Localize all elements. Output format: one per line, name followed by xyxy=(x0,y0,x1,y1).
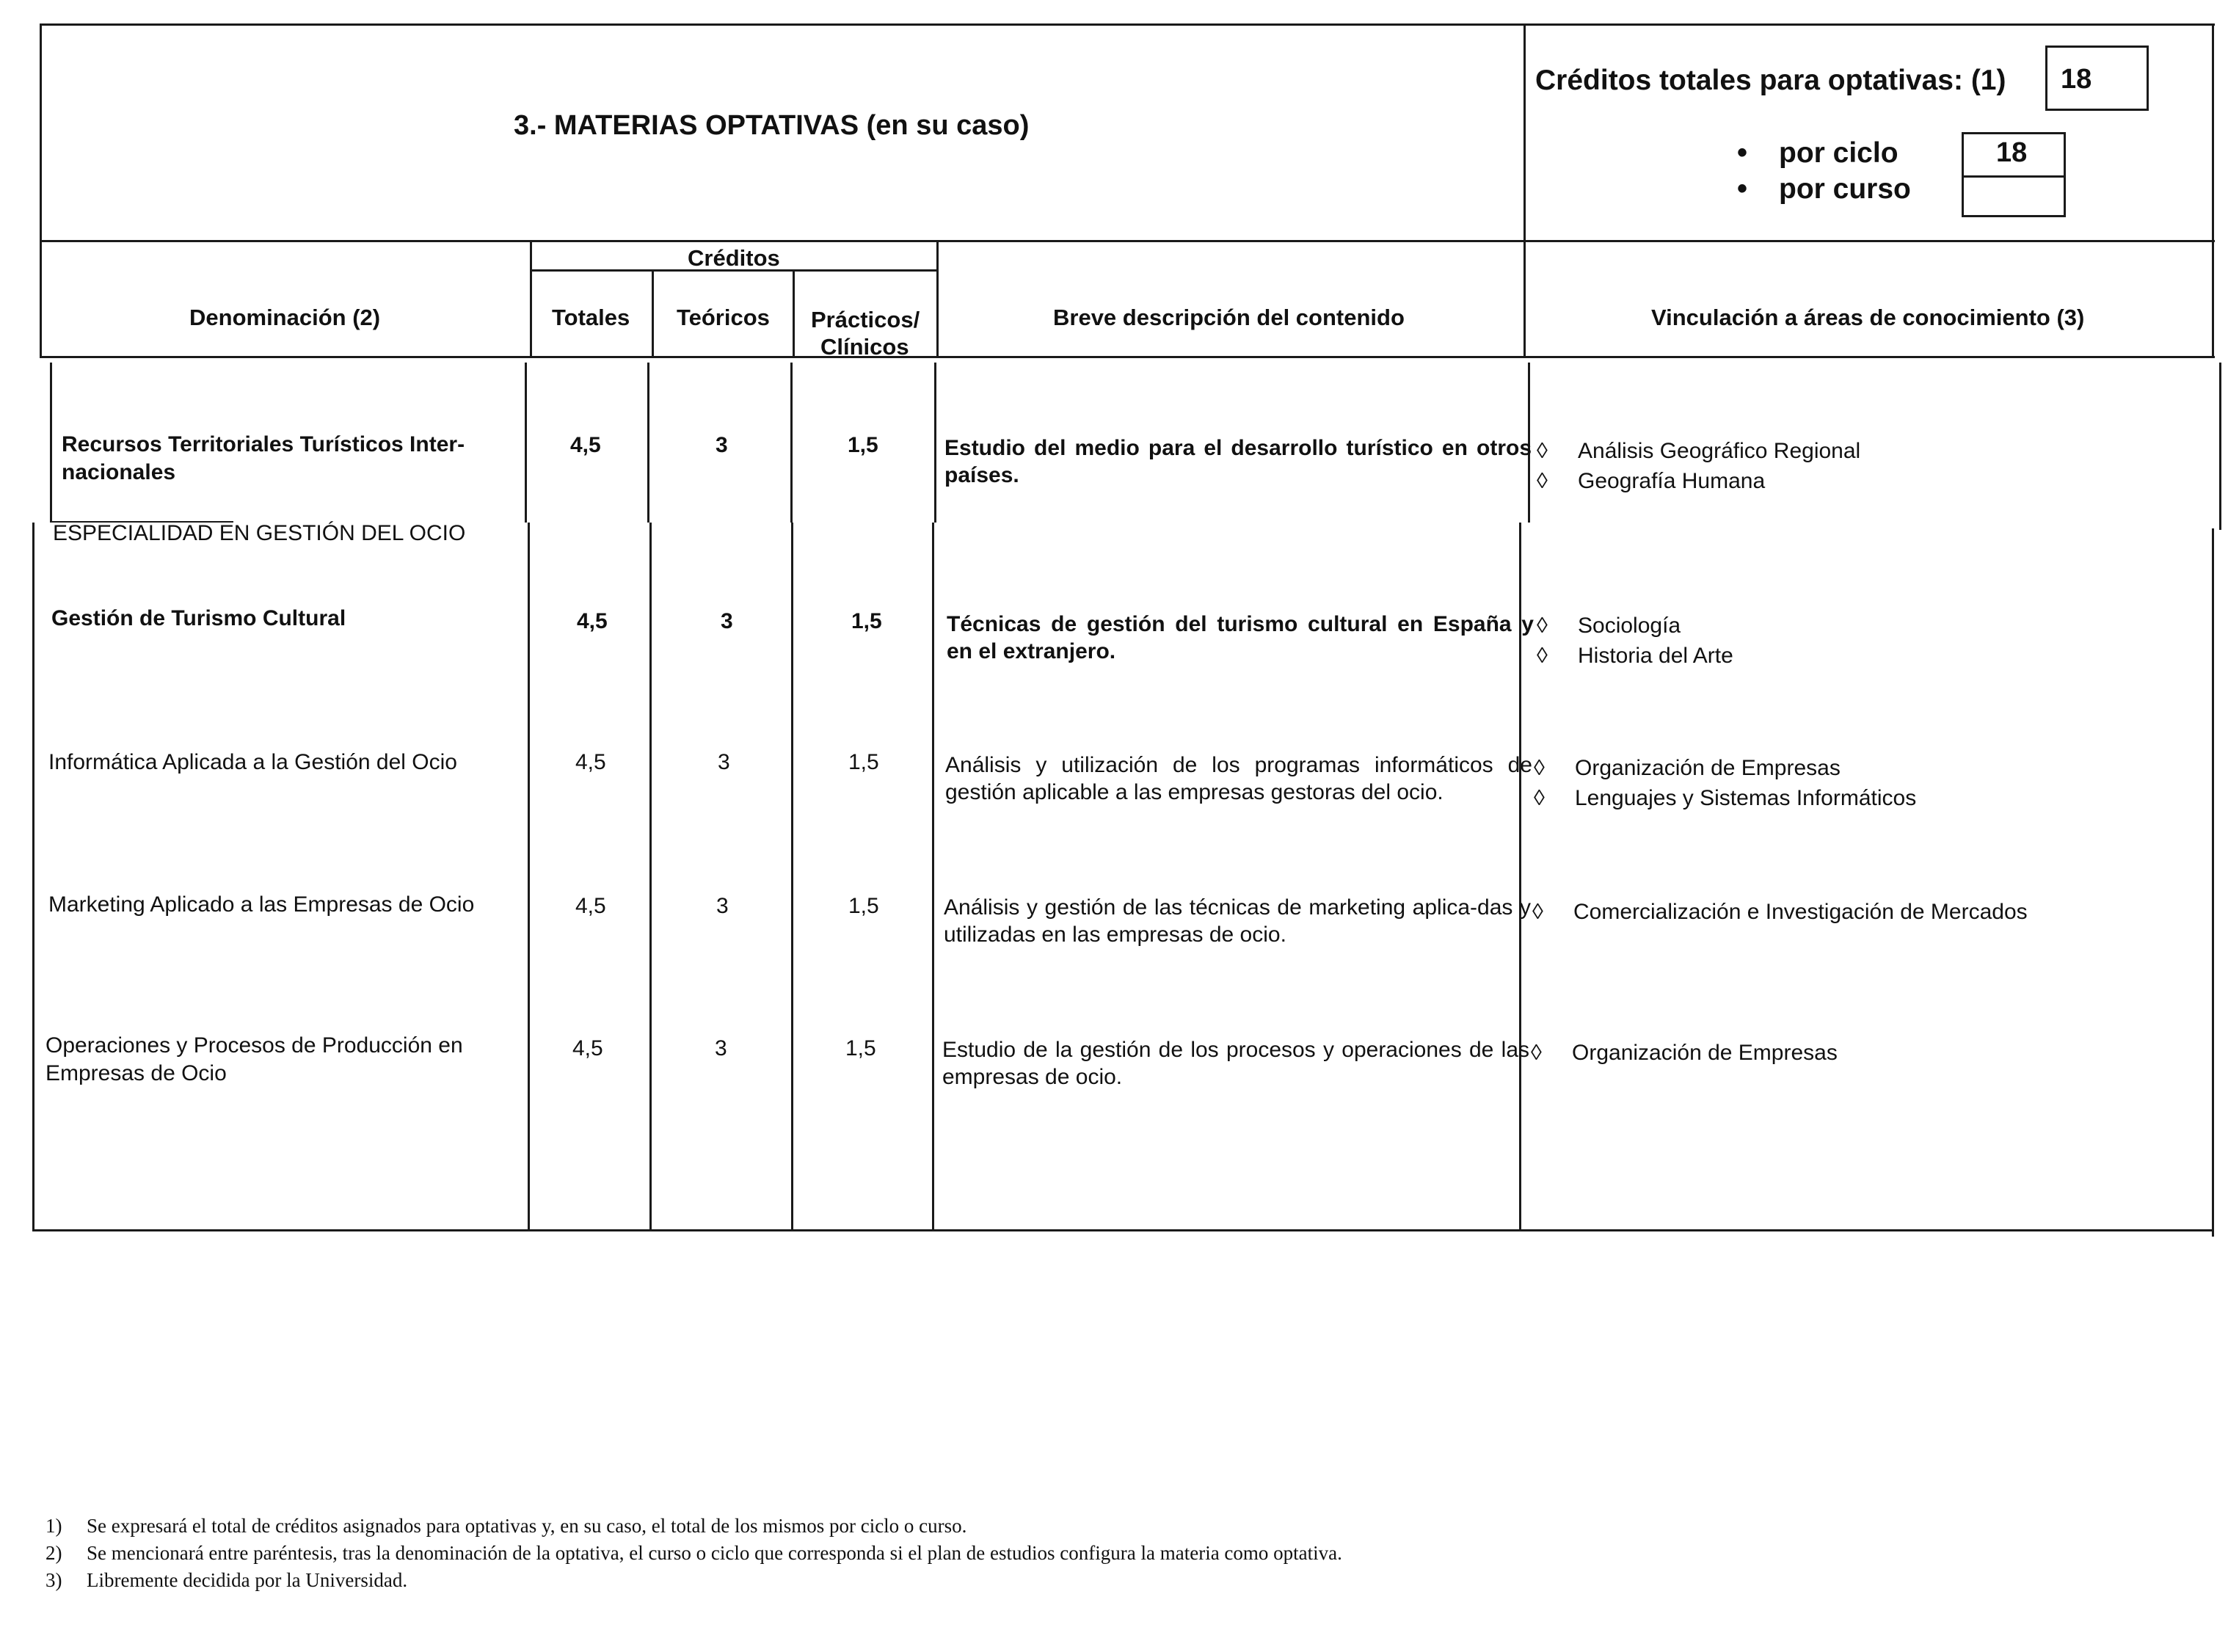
row4-teoricos: 3 xyxy=(716,894,729,918)
row1-col-line xyxy=(525,363,527,523)
row2-name: Gestión de Turismo Cultural xyxy=(51,606,346,630)
bullet-icon: • xyxy=(1737,172,1748,205)
footnote-1-text: Se expresará el total de créditos asignados para optativas y, en su caso, el total de los mismos por ciclo o curso. xyxy=(87,1515,967,1537)
per-ciclo-label: por ciclo xyxy=(1779,137,1898,169)
row1-name-line2: nacionales xyxy=(62,460,176,484)
diamond-icon: ◊ xyxy=(1532,900,1543,924)
per-curso-label: por curso xyxy=(1779,173,1911,205)
row4-totales: 4,5 xyxy=(575,894,606,918)
row3-totales: 4,5 xyxy=(575,750,606,774)
col-header-vinculacion: Vinculación a áreas de conocimiento (3) xyxy=(1651,305,2085,330)
col-header-totales: Totales xyxy=(552,305,630,330)
row5-area-1: Organización de Empresas xyxy=(1572,1041,1838,1065)
row4-name: Marketing Aplicado a las Empresas de Ocio xyxy=(48,892,475,917)
row1-col-line xyxy=(790,363,793,523)
row2-area-1: Sociología xyxy=(1578,614,1681,638)
col-header-practicos: Prácticos/ xyxy=(811,307,920,332)
row5-name-line2: Empresas de Ocio xyxy=(45,1061,227,1085)
row1-practicos: 1,5 xyxy=(848,433,878,457)
row1-area-2: Geografía Humana xyxy=(1578,469,1766,493)
footnote-3-text: Libremente decidida por la Universidad. xyxy=(87,1569,408,1591)
bullet-icon: • xyxy=(1737,137,1748,169)
diamond-icon: ◊ xyxy=(1537,644,1548,668)
col-line xyxy=(793,272,795,357)
row5-description: Estudio de la gestión de los procesos y operaciones de las empresas de ocio. xyxy=(942,1038,1529,1089)
row1-right-line xyxy=(2219,363,2221,530)
row1-left-line xyxy=(50,363,52,523)
diamond-icon: ◊ xyxy=(1537,614,1548,638)
col-line xyxy=(652,272,654,357)
row5-name-line1: Operaciones y Procesos de Producción en xyxy=(45,1033,463,1058)
table-top-border xyxy=(40,23,2215,26)
row1-teoricos: 3 xyxy=(716,433,728,457)
footnote-1-num: 1) xyxy=(45,1515,62,1537)
total-credits-box xyxy=(2045,46,2149,111)
row3-description: Análisis y utilización de los programas informáticos de gestión aplicable a las empresas gestoras del ocio. xyxy=(945,753,1532,804)
total-credits-label: Créditos totales para optativas: (1) xyxy=(1535,65,2006,96)
col-header-descripcion: Breve descripción del contenido xyxy=(1053,305,1405,330)
per-ciclo-curso-box xyxy=(1962,132,2066,217)
diamond-icon: ◊ xyxy=(1534,786,1545,810)
box-divider xyxy=(1964,175,2064,178)
diamond-icon: ◊ xyxy=(1534,756,1545,780)
row3-practicos: 1,5 xyxy=(848,750,879,774)
col-line xyxy=(936,242,939,357)
row2-practicos: 1,5 xyxy=(851,609,882,633)
row2-area-2: Historia del Arte xyxy=(1578,644,1733,668)
total-credits-value: 18 xyxy=(2061,64,2092,95)
per-ciclo-value: 18 xyxy=(1996,137,2028,168)
table-bottom-border xyxy=(32,1229,2214,1231)
header-bottom-border xyxy=(40,240,2215,242)
row1-description: Estudio del medio para el desarrollo turístico en otros países. xyxy=(944,436,1532,487)
footnote-2-num: 2) xyxy=(45,1542,62,1564)
col-line xyxy=(530,242,532,357)
row3-area-1: Organización de Empresas xyxy=(1575,756,1841,780)
row5-teoricos: 3 xyxy=(715,1036,727,1060)
row4-description: Análisis y gestión de las técnicas de marketing aplica-das y utilizadas en las empresas de ocio. xyxy=(944,895,1531,947)
body-col-line xyxy=(528,523,530,1231)
row4-area-1: Comercialización e Investigación de Mercados xyxy=(1573,900,2028,924)
body-col-line xyxy=(791,523,793,1231)
row5-practicos: 1,5 xyxy=(845,1036,876,1060)
row1-name-line1: Recursos Territoriales Turísticos Inter- xyxy=(62,432,465,456)
row4-practicos: 1,5 xyxy=(848,894,879,918)
row1-area-1: Análisis Geográfico Regional xyxy=(1578,439,1861,463)
body-left-line xyxy=(32,523,34,1231)
row1-col-line xyxy=(934,363,936,523)
body-col-line xyxy=(932,523,934,1231)
footnote-2-text: Se mencionará entre paréntesis, tras la denominación de la optativa, el curso o ciclo que corresponda si el plan de estudios configura la materia como optativa. xyxy=(87,1542,1342,1564)
footnote-3-num: 3) xyxy=(45,1569,62,1591)
col-header-teoricos: Teóricos xyxy=(677,305,770,330)
page-title: 3.- MATERIAS OPTATIVAS (en su caso) xyxy=(514,110,1030,141)
table-right-border-top xyxy=(2212,23,2214,357)
row3-area-2: Lenguajes y Sistemas Informáticos xyxy=(1575,786,1917,810)
row1-col-line xyxy=(647,363,649,523)
body-col-line xyxy=(649,523,652,1231)
header-divider xyxy=(1523,23,1526,357)
col-header-clinicos: Clínicos xyxy=(820,334,909,360)
body-right-line xyxy=(2212,528,2214,1237)
diamond-icon: ◊ xyxy=(1537,439,1548,463)
row3-teoricos: 3 xyxy=(718,750,730,774)
row2-totales: 4,5 xyxy=(577,609,608,633)
column-header-bottom-border xyxy=(40,356,2215,358)
row3-name: Informática Aplicada a la Gestión del Ocio xyxy=(48,750,457,774)
diamond-icon: ◊ xyxy=(1531,1041,1542,1065)
row1-totales: 4,5 xyxy=(570,433,601,457)
col-header-creditos: Créditos xyxy=(688,245,780,271)
col-header-denominacion: Denominación (2) xyxy=(189,305,381,330)
row5-totales: 4,5 xyxy=(572,1036,603,1060)
table-left-border-top xyxy=(40,23,42,357)
section-label: ESPECIALIDAD EN GESTIÓN DEL OCIO xyxy=(53,521,466,545)
diamond-icon: ◊ xyxy=(1537,469,1548,493)
row2-teoricos: 3 xyxy=(721,609,733,633)
row2-description: Técnicas de gestión del turismo cultural en España y en el extranjero. xyxy=(947,612,1534,663)
